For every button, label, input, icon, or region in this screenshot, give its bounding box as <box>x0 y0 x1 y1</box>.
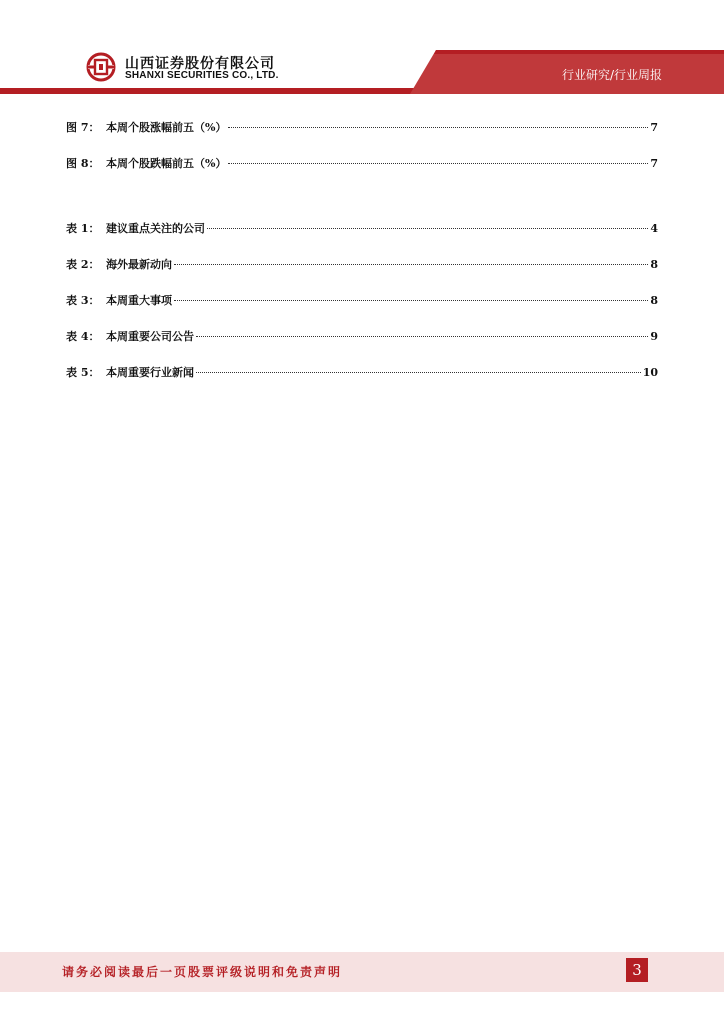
toc-title: 本周重要公司公告 <box>106 330 194 343</box>
toc-leader-dots <box>196 335 648 337</box>
toc-title: 建议重点关注的公司 <box>106 222 205 235</box>
toc-entry-table-4[interactable] <box>66 327 658 347</box>
toc-page-number: 8 <box>650 294 658 307</box>
toc-page-number: 8 <box>650 258 658 271</box>
page-number: 3 <box>626 958 648 982</box>
toc-label: 表 2： <box>66 258 100 271</box>
toc-page-number: 7 <box>650 157 658 170</box>
toc-label: 表 3： <box>66 294 100 307</box>
toc-leader-dots <box>174 263 648 265</box>
toc-leader-dots <box>228 162 648 164</box>
toc-leader-dots <box>228 126 648 128</box>
toc-title: 本周重要行业新闻 <box>106 366 194 379</box>
toc-label: 表 1： <box>66 222 100 235</box>
toc-leader-dots <box>207 227 648 229</box>
toc-title: 海外最新动向 <box>106 258 172 271</box>
toc-entry-figure-8[interactable] <box>66 154 658 174</box>
toc-page-number: 10 <box>642 366 658 379</box>
company-name-cn: 山西证券股份有限公司 <box>125 56 275 72</box>
toc-entry-table-1[interactable] <box>66 219 658 239</box>
toc-leader-dots <box>196 371 641 373</box>
toc-entry-figure-7[interactable] <box>66 118 658 138</box>
toc-label: 图 7： <box>66 121 100 134</box>
toc-title: 本周重大事项 <box>106 294 172 307</box>
toc-title: 本周个股涨幅前五（%） <box>106 121 227 134</box>
toc-entry-table-5[interactable] <box>66 363 658 383</box>
page-header <box>0 0 724 92</box>
toc-page-number: 9 <box>650 330 658 343</box>
footer-disclaimer: 请务必阅读最后一页股票评级说明和免责声明 <box>62 965 343 979</box>
report-type: 行业研究/行业周报 <box>561 68 662 82</box>
company-name-en: SHANXI SECURITIES CO., LTD. <box>125 70 279 81</box>
toc-label: 表 4： <box>66 330 100 343</box>
toc-label: 图 8： <box>66 157 100 170</box>
toc-entry-table-2[interactable] <box>66 255 658 275</box>
toc-page-number: 7 <box>650 121 658 134</box>
toc-label: 表 5： <box>66 366 100 379</box>
toc-leader-dots <box>174 299 648 301</box>
toc-entry-table-3[interactable] <box>66 291 658 311</box>
toc-title: 本周个股跌幅前五（%） <box>106 157 227 170</box>
toc-page-number: 4 <box>650 222 658 235</box>
